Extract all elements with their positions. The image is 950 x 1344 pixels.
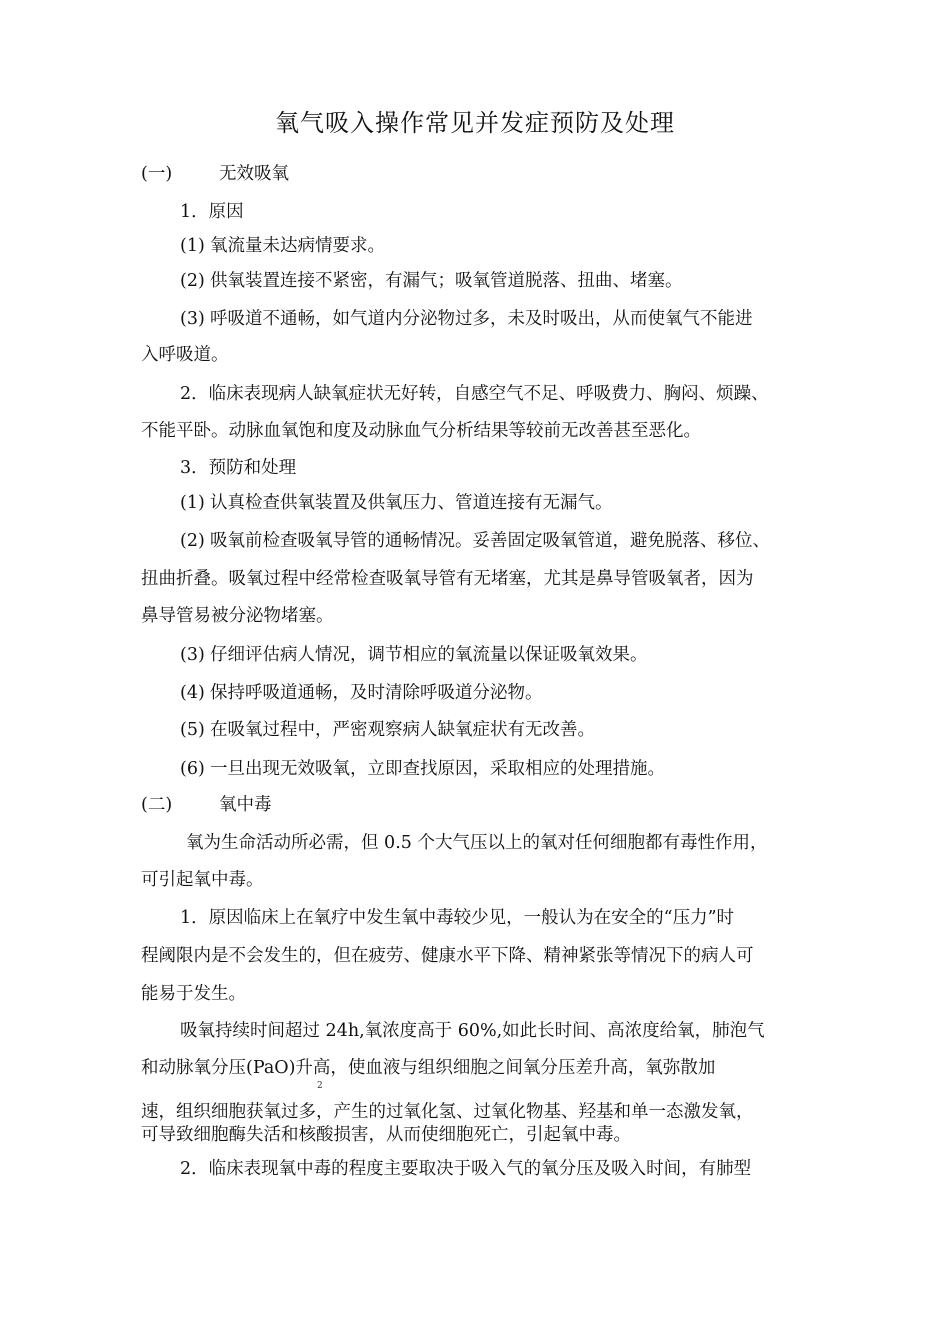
section-number: (一) <box>141 164 173 184</box>
paragraph-line: 不能平卧。动脉血氧饱和度及动脉血气分析结果等较前无改善甚至恶化。 <box>141 421 701 441</box>
list-item <box>180 642 648 668</box>
item-text: 一旦出现无效吸氧，立即查找原因，采取相应的处理措施。 <box>210 759 665 779</box>
section-title: 氧中毒 <box>219 795 272 815</box>
item-number: (2) <box>180 271 205 291</box>
item-text: 仔细评估病人情况，调节相应的氧流量以保证吸氧效果。 <box>210 645 648 665</box>
item-number: (6) <box>180 759 205 779</box>
item-text: 氧流量未达病情要求。 <box>210 236 385 256</box>
item-text: 呼吸道不通畅，如气道内分泌物过多，未及时吸出，从而使氧气不能进 <box>210 309 753 329</box>
paragraph-continuation: 扭曲折叠。吸氧过程中经常检查吸氧导管有无堵塞，尤其是鼻导管吸氧者，因为 <box>141 569 754 589</box>
section-title: 无效吸氧 <box>219 164 289 184</box>
paragraph-line: 2．临床表现氧中毒的程度主要取决于吸入气的氧分压及吸入时间，有肺型 <box>180 1159 752 1179</box>
paragraph-line: 速，组织细胞获氧过多，产生的过氧化氢、过氧化物基、羟基和单一态激发氧， <box>141 1102 754 1122</box>
item-number: (3) <box>180 309 205 329</box>
section-heading <box>141 792 272 818</box>
item-number: (2) <box>180 531 205 551</box>
subscript-marker: 2 <box>317 1081 323 1091</box>
item-text: 供氧装置连接不紧密，有漏气；吸氧管道脱落、扭曲、堵塞。 <box>210 271 683 291</box>
list-item <box>180 233 385 259</box>
section-number: (二) <box>141 795 173 815</box>
subheading-cause: 1．原因 <box>180 202 244 222</box>
paragraph-line: 吸氧持续时间超过 24h,氧浓度高于 60%,如此长时间、高浓度给氧，肺泡气 <box>180 1021 765 1041</box>
list-item <box>180 490 613 516</box>
subheading-prevention: 3．预防和处理 <box>180 458 297 478</box>
paragraph-line: 可引起氧中毒。 <box>141 870 264 890</box>
paragraph-line: 程阈限内是不会发生的，但在疲劳、健康水平下降、精神紧张等情况下的病人可 <box>141 946 754 966</box>
paragraph-line: 能易于发生。 <box>141 984 246 1004</box>
paragraph-line: 氧为生命活动所必需，但 0.5 个大气压以上的氧对任何细胞都有毒性作用， <box>186 833 768 853</box>
item-text: 认真检查供氧装置及供氧压力、管道连接有无漏气。 <box>210 493 613 513</box>
document-title: 氧气吸入操作常见并发症预防及处理 <box>275 109 675 137</box>
item-number: (5) <box>180 720 205 740</box>
list-item <box>180 717 595 743</box>
list-item <box>180 528 770 554</box>
item-text: 在吸氧过程中，严密观察病人缺氧症状有无改善。 <box>210 720 595 740</box>
list-item <box>180 756 665 782</box>
list-item <box>180 306 753 332</box>
list-item <box>180 268 683 294</box>
item-text: 吸氧前检查吸氧导管的通畅情况。妥善固定吸氧管道，避免脱落、移位、 <box>210 531 770 551</box>
item-number: (1) <box>180 236 205 256</box>
item-text: 保持呼吸道通畅，及时清除呼吸道分泌物。 <box>210 683 543 703</box>
paragraph-continuation: 入呼吸道。 <box>141 345 229 365</box>
paragraph-line: 1．原因临床上在氧疗中发生氧中毒较少见，一般认为在安全的“压力”时 <box>180 908 735 928</box>
paragraph-line: 2．临床表现病人缺氧症状无好转，自感空气不足、呼吸费力、胸闷、烦躁、 <box>180 384 769 404</box>
paragraph-continuation: 鼻导管易被分泌物堵塞。 <box>141 606 334 626</box>
item-number: (1) <box>180 493 205 513</box>
paragraph-line: 可导致细胞酶失活和核酸损害，从而使细胞死亡，引起氧中毒。 <box>141 1125 631 1145</box>
section-heading <box>141 161 289 187</box>
paragraph-line: 和动脉氧分压(PaO)升高，使血液与组织细胞之间氧分压差升高，氧弥散加 <box>141 1058 716 1078</box>
list-item <box>180 680 543 706</box>
item-number: (4) <box>180 683 205 703</box>
item-number: (3) <box>180 645 205 665</box>
